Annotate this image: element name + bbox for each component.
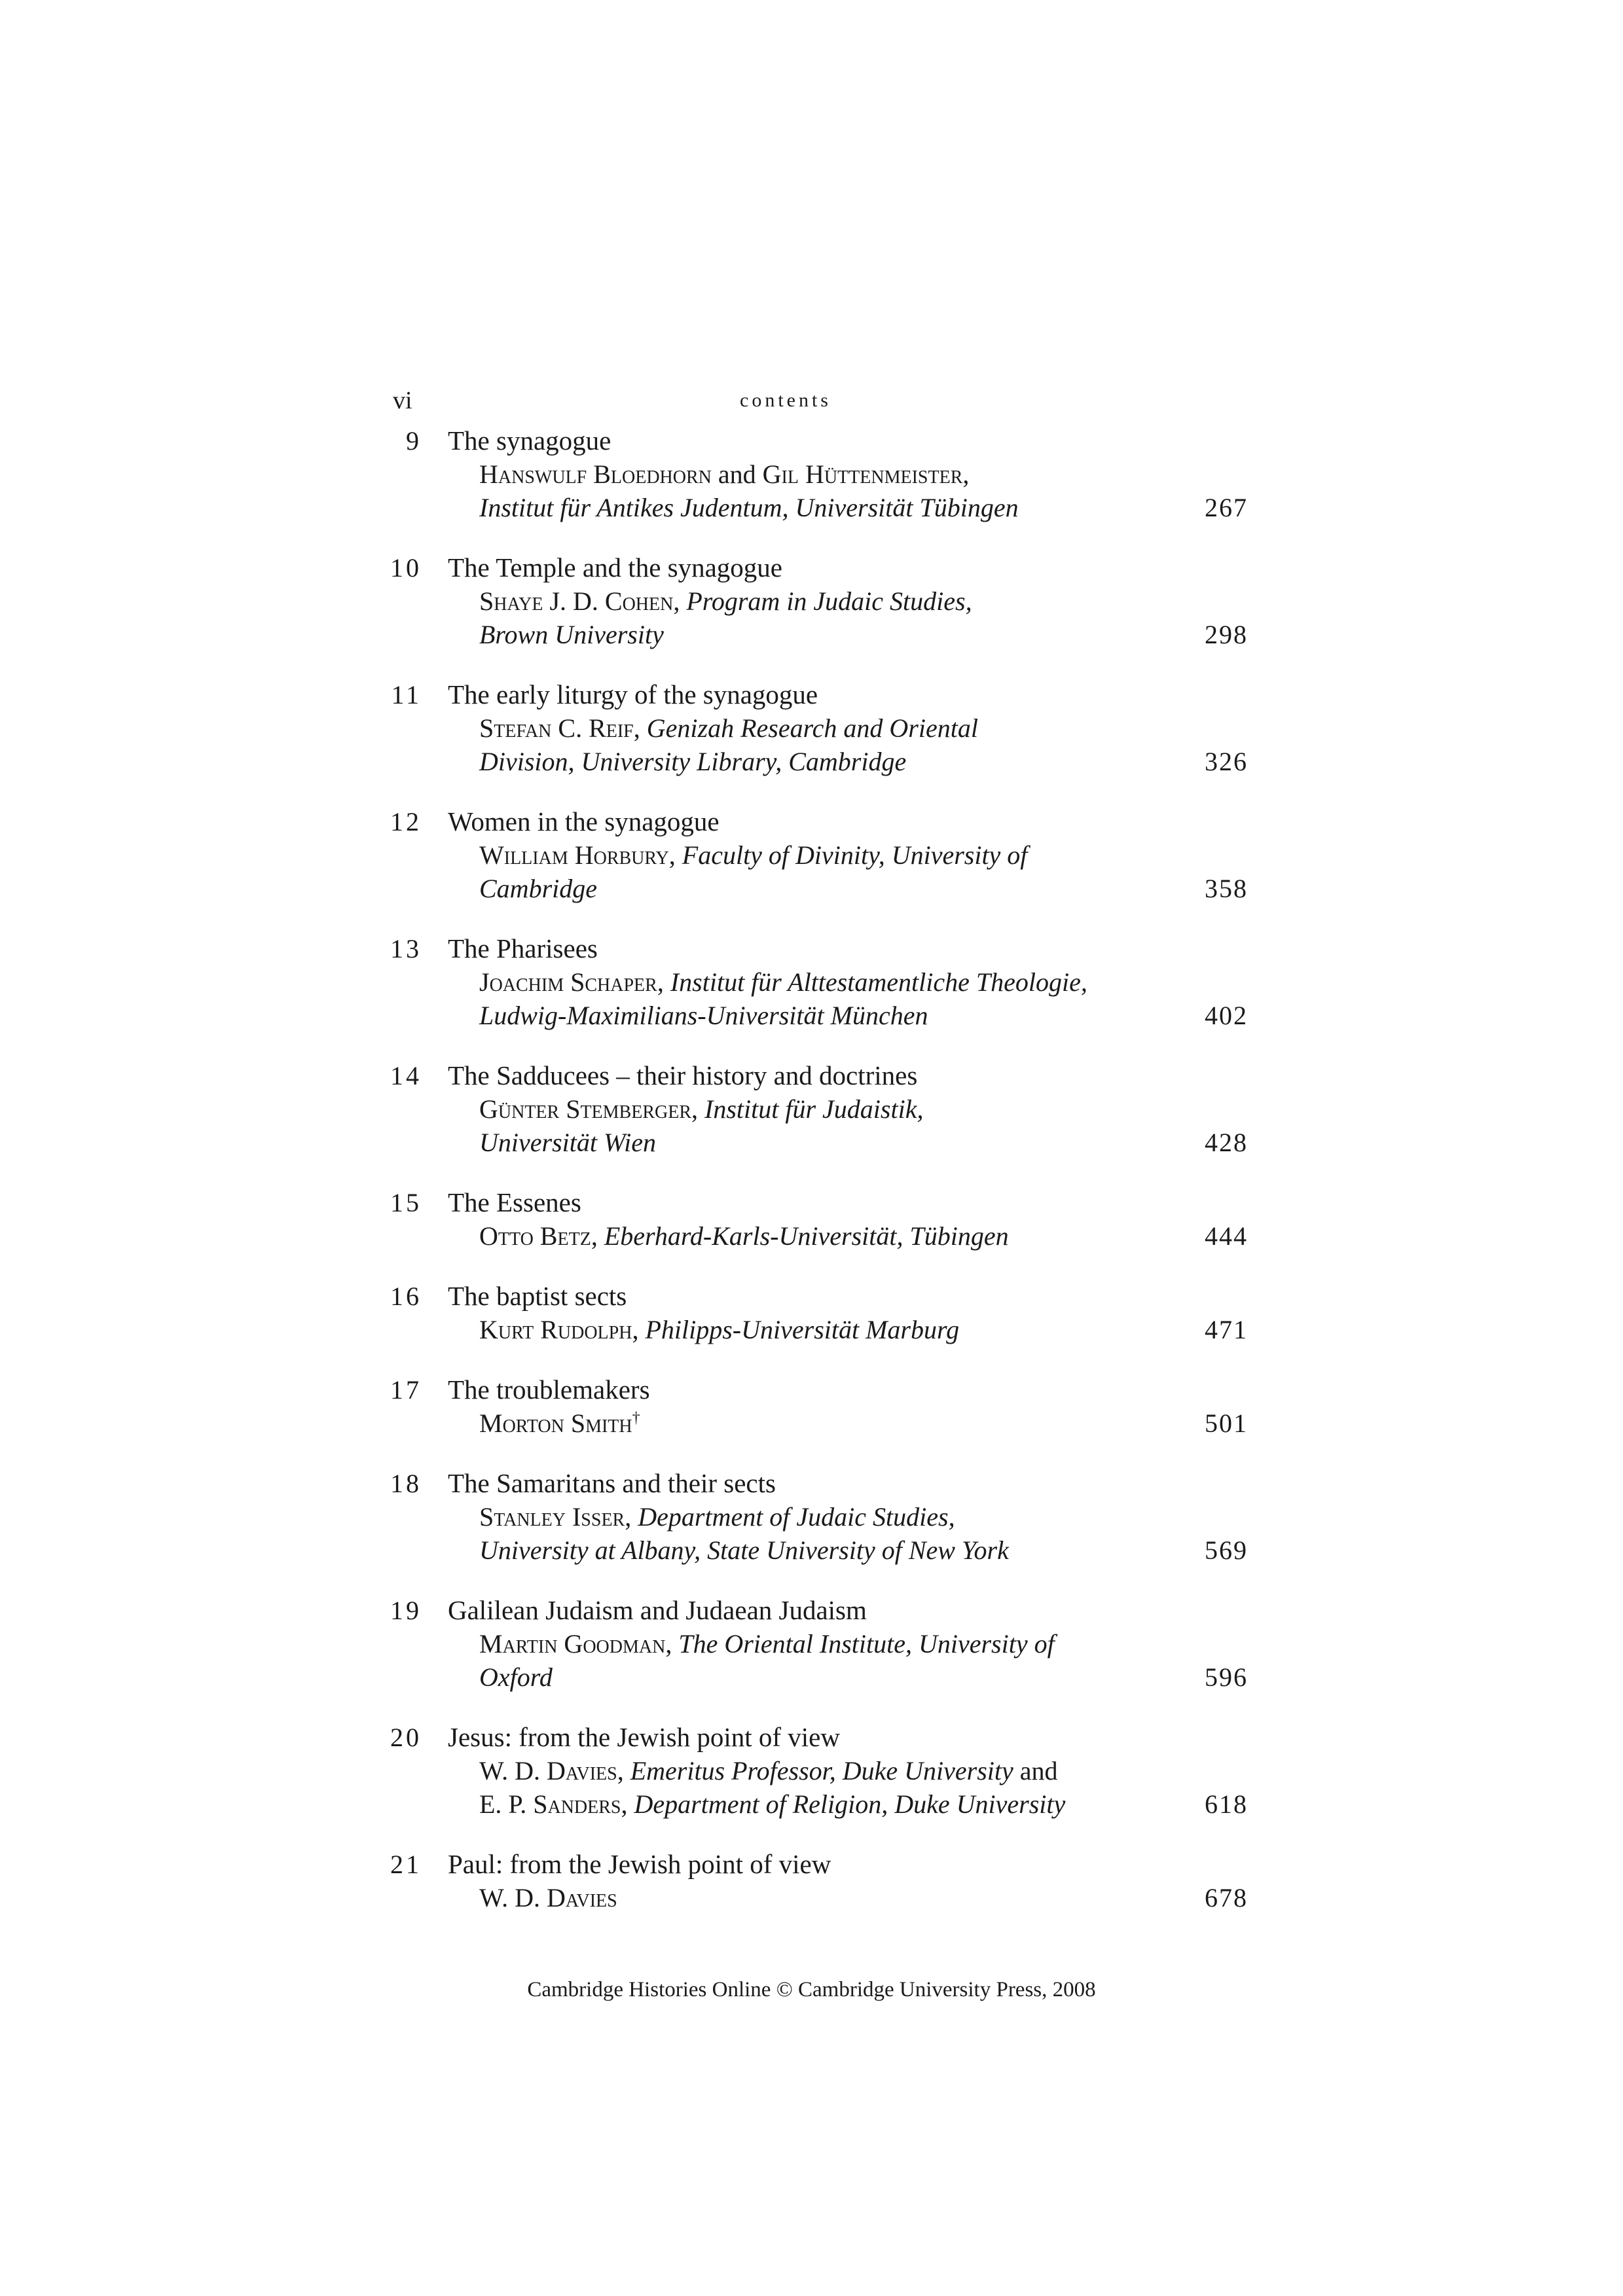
chapter-number: 19: [390, 1596, 422, 1625]
chapter-contributors: [479, 1500, 1249, 1567]
connector-text: ,: [591, 1221, 604, 1251]
contributor-line: [479, 1092, 1158, 1126]
affiliation: Program in Judaic Studies,: [686, 586, 972, 616]
page-reference: 428: [1205, 1128, 1248, 1157]
connector-text: ,: [668, 840, 682, 870]
page-number: vi: [393, 387, 412, 414]
toc-entry: [385, 678, 1249, 778]
author-name: Stefan C. Reif: [479, 713, 634, 743]
author-name: Hanswulf Bloedhorn: [479, 459, 712, 489]
chapter-number: 21: [390, 1850, 422, 1879]
affiliation: Brown University: [479, 620, 664, 649]
contributor-line: [479, 965, 1158, 999]
chapter-number: 20: [390, 1723, 422, 1752]
page-reference: 596: [1205, 1662, 1248, 1692]
chapter-number: 17: [390, 1375, 422, 1405]
connector-text: ,: [632, 1315, 646, 1344]
affiliation: Emeritus Professor, Duke University: [630, 1756, 1013, 1785]
chapter-title: The Temple and the synagogue: [448, 552, 782, 583]
connector-text: ,: [962, 459, 970, 489]
affiliation: The Oriental Institute, University of: [678, 1629, 1055, 1659]
affiliation: University at Albany, State University of New York: [479, 1535, 1009, 1565]
chapter-number: 12: [390, 807, 422, 836]
author-name: E. P. Sanders: [479, 1789, 621, 1819]
contributor-line: [479, 1660, 1158, 1694]
toc-entry: [385, 932, 1249, 1032]
chapter-contributors: [479, 838, 1249, 905]
page-reference: 267: [1205, 493, 1248, 522]
page-reference: 298: [1205, 620, 1248, 649]
contributor-line: [479, 1126, 1158, 1159]
connector-text: ,: [633, 713, 647, 743]
connector-text: ,: [673, 586, 687, 616]
contributor-line: [479, 745, 1158, 778]
affiliation: Division, University Library, Cambridge: [479, 747, 907, 776]
chapter-contributors: [479, 1754, 1249, 1821]
page-reference: 678: [1205, 1883, 1248, 1912]
page-reference: 501: [1205, 1408, 1248, 1438]
connector-text: ,: [657, 967, 670, 997]
toc-entry: [385, 1280, 1249, 1346]
chapter-title: The Samaritans and their sects: [448, 1468, 776, 1498]
chapter-title: Women in the synagogue: [448, 806, 720, 836]
contributor-line: [479, 1313, 1158, 1346]
author-name: Kurt Rudolph: [479, 1315, 632, 1344]
author-name: W. D. Davies: [479, 1883, 617, 1912]
toc-entry: [385, 1594, 1249, 1694]
contributor-line: [479, 584, 1158, 618]
toc-entry: [385, 1186, 1249, 1253]
affiliation: Ludwig-Maximilians-Universität München: [479, 1001, 928, 1030]
running-head: contents: [740, 389, 831, 411]
contributor-line: [479, 838, 1158, 872]
contributor-line: [479, 457, 1158, 491]
chapter-contributors: [479, 1881, 1249, 1914]
author-name: Joachim Schaper: [479, 967, 657, 997]
author-name: Otto Betz: [479, 1221, 591, 1251]
author-name: Martin Goodman: [479, 1629, 666, 1659]
toc-entry: [385, 1467, 1249, 1567]
chapter-contributors: [479, 965, 1249, 1032]
contributor-line: [479, 1534, 1158, 1567]
author-name: Shaye J. D. Cohen: [479, 586, 674, 616]
chapter-title: The early liturgy of the synagogue: [448, 679, 818, 709]
chapter-contributors: [479, 584, 1249, 651]
chapter-contributors: [479, 1219, 1249, 1253]
toc-entry: [385, 1373, 1249, 1440]
chapter-contributors: [479, 1092, 1249, 1159]
contributor-line: [479, 1787, 1158, 1821]
affiliation: Genizah Research and Oriental: [646, 713, 978, 743]
footer-copyright: Cambridge Histories Online © Cambridge University Press, 2008: [527, 1978, 1096, 2001]
chapter-number: 13: [390, 934, 422, 963]
chapter-number: 16: [390, 1282, 422, 1311]
chapter-title: The synagogue: [448, 425, 611, 456]
toc-entry: [385, 1848, 1249, 1914]
chapter-number: 18: [390, 1469, 422, 1498]
connector-text: ,: [621, 1789, 634, 1819]
contributor-line: [479, 1500, 1158, 1534]
contributor-line: [479, 1881, 1158, 1914]
chapter-contributors: [479, 457, 1249, 524]
toc-entry: [385, 1721, 1249, 1821]
toc-entry: [385, 424, 1249, 524]
author-name: Günter Stemberger: [479, 1094, 692, 1124]
chapter-title: The Essenes: [448, 1187, 581, 1217]
connector-text: ,: [625, 1502, 638, 1532]
connector-text: and: [1013, 1756, 1058, 1785]
author-name: Stanley Isser: [479, 1502, 625, 1532]
affiliation: Institut für Judaistik,: [704, 1094, 924, 1124]
page-reference: 444: [1205, 1221, 1248, 1251]
page-reference: 569: [1205, 1535, 1248, 1565]
dagger-mark: †: [632, 1409, 640, 1427]
author-name: Gil Hüttenmeister: [762, 459, 963, 489]
chapter-number: 11: [391, 680, 422, 709]
chapter-title: Jesus: from the Jewish point of view: [448, 1722, 840, 1752]
chapter-title: The Sadducees – their history and doctrines: [448, 1060, 918, 1090]
contributor-line: [479, 491, 1158, 524]
contributor-line: [479, 1219, 1158, 1253]
contributor-line: [479, 1627, 1158, 1660]
chapter-contributors: [479, 1627, 1249, 1694]
chapter-title: The baptist sects: [448, 1281, 627, 1311]
contributor-line: [479, 999, 1158, 1032]
table-of-contents: [385, 424, 1249, 1941]
toc-entry: [385, 551, 1249, 651]
affiliation: Institut für Alttestamentliche Theologie,: [670, 967, 1087, 997]
toc-entry: [385, 1059, 1249, 1159]
page-reference: 358: [1205, 874, 1248, 903]
connector-text: and: [711, 459, 763, 489]
chapter-title: Galilean Judaism and Judaean Judaism: [448, 1595, 867, 1625]
connector-text: ,: [691, 1094, 705, 1124]
author-name: W. D. Davies: [479, 1756, 617, 1785]
affiliation: Faculty of Divinity, University of: [682, 840, 1028, 870]
page-reference: 326: [1205, 747, 1248, 776]
page-reference: 618: [1205, 1789, 1248, 1819]
toc-entry: [385, 805, 1249, 905]
affiliation: Universität Wien: [479, 1128, 656, 1157]
chapter-contributors: [479, 1407, 1249, 1440]
contributor-line: [479, 1754, 1158, 1787]
author-name: Morton Smith: [479, 1408, 632, 1438]
chapter-number: 9: [406, 426, 422, 456]
chapter-title: The troublemakers: [448, 1374, 650, 1405]
connector-text: ,: [617, 1756, 630, 1785]
contributor-line: [479, 711, 1158, 745]
chapter-number: 15: [390, 1188, 422, 1217]
chapter-contributors: [479, 711, 1249, 778]
affiliation: Philipps-Universität Marburg: [645, 1315, 960, 1344]
chapter-contributors: [479, 1313, 1249, 1346]
author-name: William Horbury: [479, 840, 669, 870]
affiliation: Department of Judaic Studies,: [638, 1502, 955, 1532]
affiliation: Department of Religion, Duke University: [634, 1789, 1066, 1819]
page-reference: 471: [1205, 1315, 1248, 1344]
chapter-number: 14: [390, 1061, 422, 1090]
contributor-line: [479, 1407, 1158, 1440]
affiliation: Institut für Antikes Judentum, Universität Tübingen: [479, 493, 1019, 522]
affiliation: Eberhard-Karls-Universität, Tübingen: [604, 1221, 1009, 1251]
page-reference: 402: [1205, 1001, 1248, 1030]
contributor-line: [479, 872, 1158, 905]
affiliation: Cambridge: [479, 874, 597, 903]
contributor-line: [479, 618, 1158, 651]
chapter-number: 10: [390, 553, 422, 583]
connector-text: ,: [665, 1629, 679, 1659]
chapter-title: Paul: from the Jewish point of view: [448, 1849, 831, 1879]
affiliation: Oxford: [479, 1662, 553, 1692]
chapter-title: The Pharisees: [448, 933, 598, 963]
